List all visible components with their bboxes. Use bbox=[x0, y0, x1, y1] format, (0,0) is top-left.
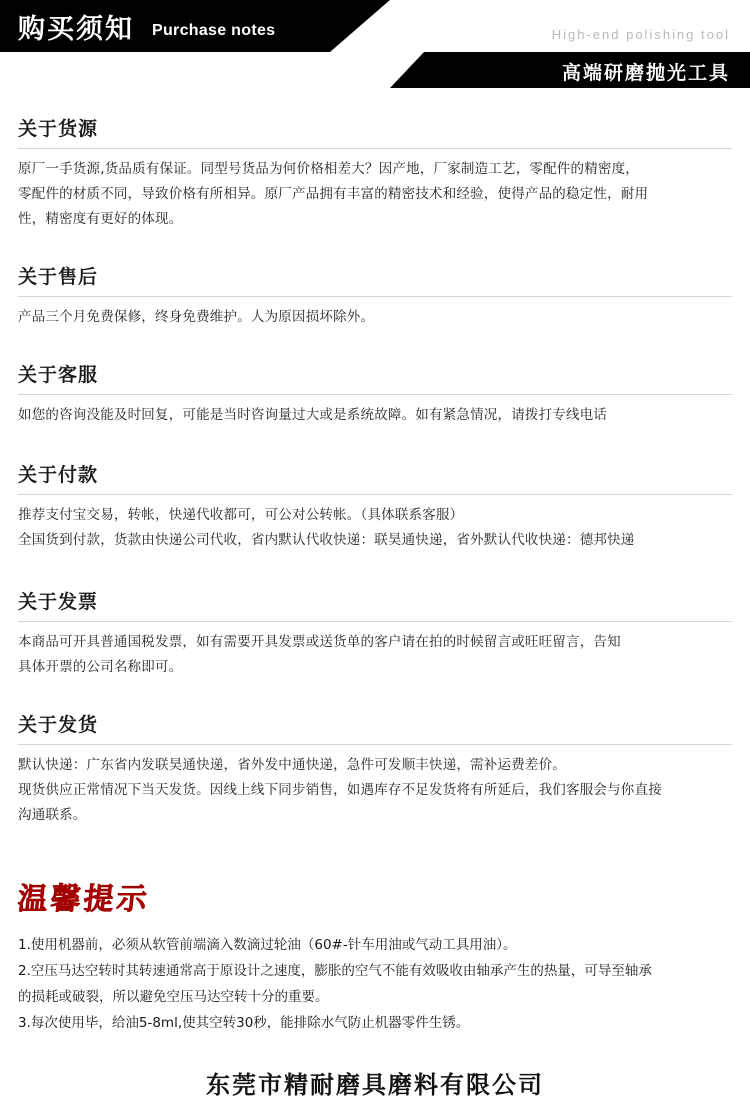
page-footer bbox=[0, 1065, 750, 1100]
content-area bbox=[0, 114, 750, 828]
notice-block bbox=[0, 874, 750, 1036]
header-title-en: Purchase notes bbox=[152, 22, 276, 39]
section-title: 关于客服 bbox=[18, 364, 99, 386]
header-subtitle-en: High-end polishing tool bbox=[551, 27, 730, 42]
section-line: 本商品可开具普通国税发票，如有需要开具发票或送货单的客户请在拍的时候留言或旺旺留言，告知 bbox=[18, 634, 621, 650]
section-title: 关于售后 bbox=[18, 266, 99, 288]
section-line: 具体开票的公司名称即可。 bbox=[18, 659, 183, 675]
notice-item: 2.空压马达空转时其转速通常高于原设计之速度，膨胀的空气不能有效吸收由轴承产生的热量，可导至轴承 bbox=[18, 963, 652, 979]
section-shipping bbox=[18, 710, 732, 828]
section-source bbox=[18, 114, 732, 232]
section-invoice bbox=[18, 587, 732, 680]
header-diagonal-wedge bbox=[330, 0, 750, 52]
section-body bbox=[18, 745, 732, 828]
section-line: 推荐支付宝交易，转帐，快递代收都可，可公对公转帐。（具体联系客服） bbox=[18, 507, 464, 523]
section-after-sales bbox=[18, 262, 732, 330]
section-customer-service bbox=[18, 360, 732, 428]
section-body bbox=[18, 149, 732, 232]
section-title: 关于发货 bbox=[18, 714, 99, 736]
page-header bbox=[0, 0, 750, 88]
section-line: 原厂一手货源,货品质有保证。同型号货品为何价格相差大？因产地，厂家制造工艺，零配件的精密度， bbox=[18, 161, 639, 177]
section-line: 产品三个月免费保修，终身免费维护。人为原因损坏除外。 bbox=[18, 309, 375, 325]
section-line: 沟通联系。 bbox=[18, 807, 87, 823]
section-line: 零配件的材质不同，导致价格有所相异。原厂产品拥有丰富的精密技术和经验，使得产品的稳定性，耐用 bbox=[18, 186, 649, 202]
section-body bbox=[18, 395, 732, 428]
section-line: 如您的咨询没能及时回复，可能是当时咨询量过大或是系统故障。如有紧急情况，请拨打专线电话 bbox=[18, 407, 608, 423]
section-title: 关于付款 bbox=[18, 464, 99, 486]
company-name: 东莞市精耐磨具磨料有限公司 bbox=[206, 1071, 544, 1099]
section-body bbox=[18, 622, 732, 680]
section-body bbox=[18, 495, 732, 553]
header-band-label: 高端研磨抛光工具 bbox=[561, 62, 730, 84]
section-line: 性，精密度有更好的体现。 bbox=[18, 211, 183, 227]
notice-item: 1.使用机器前，必须从软管前端滴入数滴过轮油（60#-针车用油或气动工具用油）。 bbox=[18, 937, 517, 953]
notice-item: 3.每次使用毕，给油5-8ml,使其空转30秒，能排除水气防止机器零件生锈。 bbox=[18, 1015, 470, 1031]
section-payment bbox=[18, 460, 732, 553]
section-body bbox=[18, 297, 732, 330]
notice-list bbox=[18, 932, 732, 1036]
section-title: 关于货源 bbox=[18, 118, 99, 140]
section-line: 默认快递：广东省内发联昊通快递，省外发中通快递，急件可发顺丰快递，需补运费差价。 bbox=[18, 757, 566, 773]
section-line: 全国货到付款，货款由快递公司代收，省内默认代收快递：联昊通快递，省外默认代收快递：德邦快递 bbox=[18, 532, 635, 548]
section-title: 关于发票 bbox=[18, 591, 99, 613]
section-line: 现货供应正常情况下当天发货。因线上线下同步销售，如遇库存不足发货将有所延后，我们客服会与你直接 bbox=[18, 782, 662, 798]
header-title-cn: 购买须知 bbox=[18, 14, 134, 45]
notice-title: 温馨提示 bbox=[15, 882, 152, 917]
notice-item: 的损耗或破裂，所以避免空压马达空转十分的重要。 bbox=[18, 989, 329, 1005]
